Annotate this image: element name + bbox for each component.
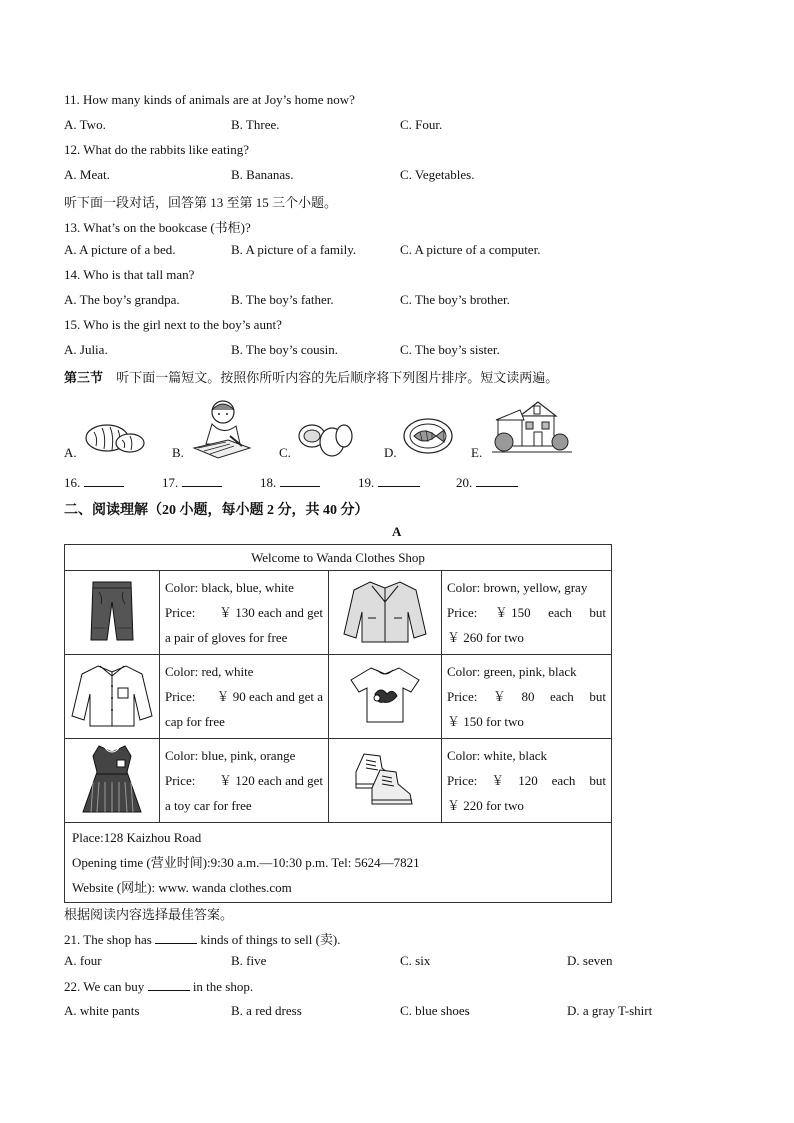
option-c[interactable]: C. blue shoes (400, 1003, 470, 1018)
option-b[interactable]: B. Three. (231, 117, 280, 132)
option-b[interactable]: B. The boy’s father. (231, 292, 334, 307)
shop-opening-time: Opening time (营业时间):9:30 a.m.—10:30 p.m. Tel: 5624—7821 (72, 855, 420, 870)
picture-label-c: C. (279, 445, 291, 460)
item-price: Price: ￥ 150 each but (447, 605, 606, 620)
jacket-icon (342, 576, 428, 646)
item-info-cell (442, 571, 612, 655)
question-11: 11. How many kinds of animals are at Joy’s home now? (64, 92, 355, 107)
option-c[interactable]: C. The boy’s brother. (400, 292, 510, 307)
pants-icon (87, 578, 137, 644)
item-image-cell (65, 571, 160, 655)
shop-place: Place:128 Kaizhou Road (72, 830, 202, 845)
answer-blank-16[interactable]: 16. (64, 474, 124, 491)
option-a[interactable]: A. A picture of a bed. (64, 242, 176, 257)
part-2-heading: 二、阅读理解（20 小题，每小题 2 分，共 40 分） (64, 503, 369, 518)
item-image-cell (329, 571, 442, 655)
answer-blank-18[interactable]: 18. (260, 474, 320, 491)
option-c[interactable]: C. six (400, 953, 431, 968)
dialogue-instruction: 听下面一段对话，回答第 13 至第 15 三个小题。 (64, 195, 338, 210)
section-3-heading (64, 367, 558, 386)
question-15: 15. Who is the girl next to the boy’s aunt? (64, 317, 282, 332)
item-info-cell (160, 655, 329, 739)
option-c[interactable]: C. Vegetables. (400, 167, 475, 182)
house-icon (490, 398, 574, 458)
shop-title: Welcome to Wanda Clothes Shop (65, 545, 612, 571)
answer-blank[interactable] (155, 931, 197, 944)
question-22: 22. We can buy in the shop. (64, 979, 254, 994)
option-a[interactable]: A. Julia. (64, 342, 108, 357)
item-image-cell (329, 655, 442, 739)
item-price-detail: cap for free (165, 714, 225, 729)
item-info-cell (442, 739, 612, 823)
shop-footer (65, 823, 612, 903)
option-d[interactable]: D. seven (567, 953, 613, 968)
item-price: Price: ￥ 80 each but (447, 689, 606, 704)
shop-website[interactable]: Website (网址): www. wanda clothes.com (72, 880, 292, 895)
item-price-detail: a pair of gloves for free (165, 630, 288, 645)
item-info-cell (160, 571, 329, 655)
picture-label-b: B. (172, 445, 184, 460)
item-image-cell (65, 655, 160, 739)
answer-blank-20[interactable]: 20. (456, 474, 518, 491)
item-color: Color: black, blue, white (165, 580, 294, 595)
option-a[interactable]: A. Two. (64, 117, 106, 132)
option-b[interactable]: B. The boy’s cousin. (231, 342, 339, 357)
item-price: Price: ￥ 130 each and get (165, 605, 323, 620)
shoes-icon (352, 748, 418, 810)
option-b[interactable]: B. five (231, 953, 267, 968)
option-a[interactable]: A. Meat. (64, 167, 110, 182)
item-info-cell (442, 655, 612, 739)
option-a[interactable]: A. The boy’s grandpa. (64, 292, 180, 307)
item-price: Price: ￥ 120 each and get (165, 773, 323, 788)
fish-plate-icon (402, 416, 454, 456)
section-3-instruction: 听下面一篇短文。按照你所听内容的先后顺序将下列图片排序。短文读两遍。 (116, 370, 559, 385)
question-13: 13. What’s on the bookcase (书柜)? (64, 220, 251, 235)
item-price-detail: ￥ 260 for two (447, 630, 524, 645)
dress-icon (77, 742, 147, 816)
item-price: Price: ￥ 120 each but (447, 773, 606, 788)
option-c[interactable]: C. The boy’s sister. (400, 342, 500, 357)
item-price: Price: ￥ 90 each and get a (165, 689, 323, 704)
shirt-icon (70, 660, 154, 730)
picture-label-d: D. (384, 445, 397, 460)
bread-icon (82, 418, 148, 458)
option-d[interactable]: D. a gray T-shirt (567, 1003, 653, 1018)
option-b[interactable]: B. a red dress (231, 1003, 302, 1018)
item-color: Color: white, black (447, 748, 548, 763)
item-color: Color: brown, yellow, gray (447, 580, 588, 595)
option-a[interactable]: A. four (64, 953, 102, 968)
answer-blank[interactable] (148, 978, 190, 991)
question-21: 21. The shop has kinds of things to sell (卖). (64, 932, 341, 947)
section-3-title: 第三节 (64, 370, 104, 385)
answer-blank-19[interactable]: 19. (358, 474, 420, 491)
picture-label-a: A. (64, 445, 77, 460)
option-b[interactable]: B. A picture of a family. (231, 242, 357, 257)
item-color: Color: red, white (165, 664, 254, 679)
answer-blank-17[interactable]: 17. (162, 474, 222, 491)
picture-label-e: E. (471, 445, 483, 460)
item-price-detail: ￥ 220 for two (447, 798, 524, 813)
item-image-cell (329, 739, 442, 823)
item-price-detail: a toy car for free (165, 798, 252, 813)
option-a[interactable]: A. white pants (64, 1003, 140, 1018)
item-price-detail: ￥ 150 for two (447, 714, 524, 729)
shop-table (64, 544, 612, 903)
option-c[interactable]: C. A picture of a computer. (400, 242, 541, 257)
item-color: Color: green, pink, black (447, 664, 577, 679)
question-14: 14. Who is that tall man? (64, 267, 195, 282)
option-c[interactable]: C. Four. (400, 117, 443, 132)
passage-label: A (392, 524, 402, 539)
item-image-cell (65, 739, 160, 823)
girl-writing-icon (190, 396, 256, 460)
question-12: 12. What do the rabbits like eating? (64, 142, 249, 157)
item-color: Color: blue, pink, orange (165, 748, 296, 763)
tshirt-icon (347, 664, 423, 726)
eggs-icon (296, 418, 356, 460)
reading-instruction: 根据阅读内容选择最佳答案。 (64, 907, 234, 922)
option-b[interactable]: B. Bananas. (231, 167, 294, 182)
item-info-cell (160, 739, 329, 823)
